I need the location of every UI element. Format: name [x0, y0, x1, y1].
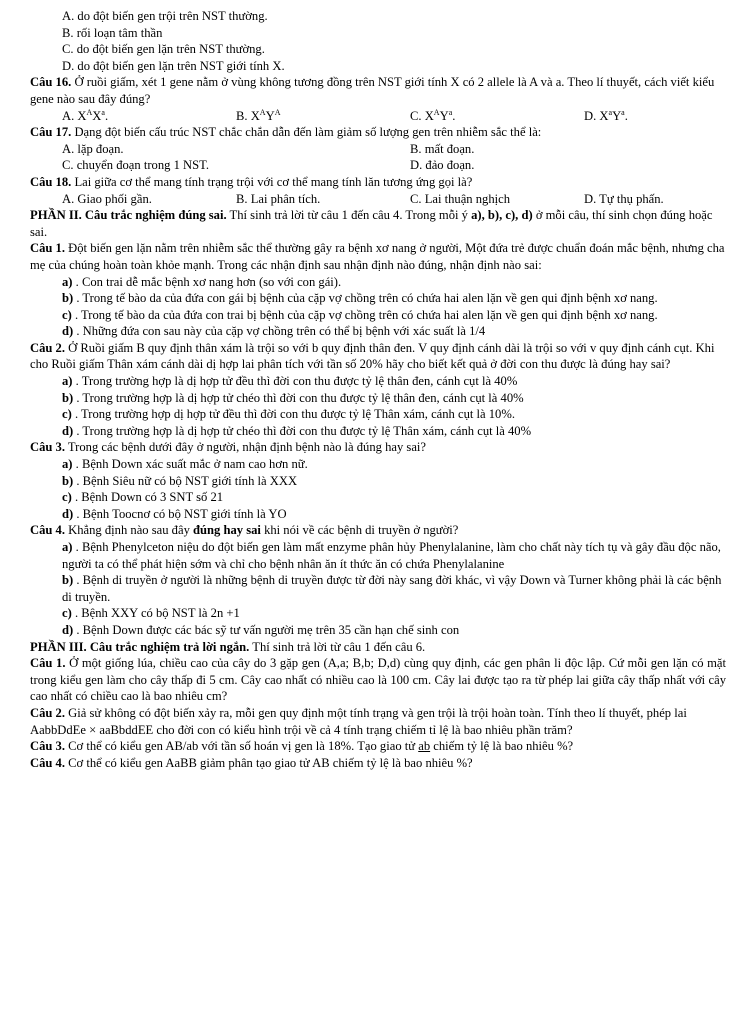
question-16-text: Ở ruồi giấm, xét 1 gene nằm ở vùng không tương đồng trên NST giới tính X có 2 allele là A và a. Theo lí thuyết, cách viết kiểu gene nào sau đây đúng?	[30, 75, 715, 106]
question-17-text: Dạng đột biến cấu trúc NST chắc chắn dẫn đến làm giảm số lượng gen trên nhiễm sắc thể là:	[71, 125, 542, 140]
question-18-label: Câu 18.	[30, 174, 72, 189]
q16-option-d: D. $X^aY^a$.	[584, 107, 628, 123]
p2q1-statement-c: c) . Trong tế bào da của đứa con trai bị bệnh của cặp vợ chồng trên có chứa hai alen lặn về gen qui định bệnh xơ nang.	[62, 307, 658, 322]
part-3-question-2: Câu 2. Giả sử không có đột biến xảy ra, mỗi gen quy định một tính trạng và gen trội là trội hoàn toàn. Tính theo lí thuyết, phép lai AabbDdEe × aaBbddEE cho đời con có kiểu hình trội về cả 4 tính trạng chiếm tỉ lệ là bao nhiêu phần trăm?	[30, 705, 687, 737]
q17-option-d: D. đảo đoạn.	[410, 158, 475, 173]
q18-option-c: C. Lai thuận nghịch	[410, 191, 511, 206]
question-16-label: Câu 16.	[30, 75, 72, 90]
p2q1-statement-a: a) . Con trai dễ mắc bệnh xơ nang hơn (so với con gái).	[62, 274, 342, 289]
option-c: C. do đột biến gen lặn trên NST thường.	[62, 42, 265, 57]
q18-option-d: D. Tự thụ phấn.	[584, 191, 664, 206]
p2q1-statement-b: b) . Trong tế bào da của đứa con gái bị bệnh của cặp vợ chồng trên có chứa hai alen lặn về gen qui định bệnh xơ nang.	[62, 291, 658, 306]
question-16-options	[30, 108, 726, 125]
question-17-options-cd	[30, 157, 726, 174]
q16-option-a: A. $X^AX^a$.	[62, 107, 109, 123]
question-18-options	[30, 191, 726, 208]
p2q1-statement-d: d) . Những đứa con sau này của cặp vợ chồng trên có thể bị bệnh với xác suất là 1/4	[62, 324, 486, 339]
p2q2-statement-c: c) . Trong trường hợp dị hợp tử đều thì đời con thu được tỷ lệ Thân xám, cánh cụt là 10%.	[62, 407, 515, 422]
option-a: A. do đột biến gen trội trên NST thường.	[62, 9, 268, 23]
q16-option-b: B. $X^AY^A$	[236, 107, 281, 123]
p2q3-statement-b: b) . Bệnh Siêu nữ có bộ NST giới tính là XXX	[62, 473, 298, 488]
part-2-question-4: Câu 4. Khẳng định nào sau đây đúng hay sai khi nói về các bệnh di truyền ở người?	[30, 523, 459, 538]
part-3-question-4: Câu 4. Cơ thể có kiểu gen AaBB giảm phân tạo giao tử AB chiếm tỷ lệ là bao nhiêu %?	[30, 755, 473, 770]
part-3-heading: PHẦN III. Câu trắc nghiệm trả lời ngắn. Thí sinh trả lời từ câu 1 đến câu 6.	[30, 639, 426, 654]
q18-option-a: A. Giao phối gần.	[62, 191, 152, 206]
part-2-question-3: Câu 3. Trong các bệnh dưới đây ở người, nhận định bệnh nào là đúng hay sai?	[30, 440, 427, 455]
question-18	[30, 174, 726, 191]
question-16	[30, 74, 726, 107]
part-2-question-2: Câu 2. Ở Ruồi giấm B quy định thân xám là trội so với b quy định thân đen. V quy định cánh dài là trội so với v quy định cánh cụt. Khi cho Ruồi giấm Thân xám cánh dài dị hợp lai phân tích với tần số 20% hãy cho biết kết quả ở đời con thu được là đúng hay sai?	[30, 340, 715, 372]
question-18-text: Lai giữa cơ thể mang tính trạng trội với cơ thể mang tính lăn tương ứng gọi là?	[71, 174, 473, 189]
q17-option-a: A. lặp đoạn.	[62, 141, 124, 156]
p2q3-statement-d: d) . Bệnh Toocnơ có bộ NST giới tính là YO	[62, 506, 287, 521]
p2q4-statement-d: d) . Bệnh Down được các bác sỹ tư vấn người mẹ trên 35 cần hạn chế sinh con	[62, 622, 460, 637]
question-17	[30, 124, 726, 141]
option-d: D. do đột biến gen lặn trên NST giới tính X.	[62, 58, 285, 73]
p2q3-statement-a: a) . Bệnh Down xác suất mắc ở nam cao hơn nữ.	[62, 457, 308, 472]
question-17-options-ab	[30, 141, 726, 158]
p2q4-statement-a: a) . Bệnh Phenylceton niệu do đột biến gen làm mất enzyme phân hủy Phenylalanine, làm cho chất này tích tụ và gây đầu độc não, người ta có thể phát hiện sớm và chỉ cho bệnh nhân ăn ít thức ăn có chứa Phenylalanine	[62, 540, 721, 571]
p2q2-statement-d: d) . Trong trường hợp là dị hợp tử chéo thì đời con thu được tỷ lệ Thân xám, cánh cụt là 40%	[62, 423, 532, 438]
option-b: B. rối loạn tâm thần	[62, 25, 163, 40]
p2q4-statement-c: c) . Bệnh XXY có bộ NST là 2n +1	[62, 606, 240, 621]
p2q2-statement-b: b) . Trong trường hợp là dị hợp tử chéo thì đời con thu được tỷ lệ thân đen, cánh cụt là 40%	[62, 390, 524, 405]
part-2-heading: PHẦN II. Câu trắc nghiệm đúng sai. Thí sinh trả lời từ câu 1 đến câu 4. Trong mỗi ý a), b), c), d) ở mỗi câu, thí sinh chọn đúng hoặc sai.	[30, 208, 713, 239]
part-2-question-1: Câu 1. Đột biến gen lặn nằm trên nhiễm sắc thể thường gây ra bệnh xơ nang ở người, Một đứa trẻ được chuẩn đoán mắc bệnh, nhưng cha mẹ của chúng hoàn toàn khỏe mạnh. Trong các nhận định sau nhận định nào đúng, nhận định nào sai:	[30, 241, 725, 272]
p2q2-statement-a: a) . Trong trường hợp là dị hợp tử đều thì đời con thu được tỷ lệ thân đen, cánh cụt là 40%	[62, 374, 518, 389]
q16-option-c: C. $X^AY^a$.	[410, 107, 456, 123]
part-3-question-1: Câu 1. Ở một giống lúa, chiều cao của cây do 3 gặp gen (A,a; B,b; D,d) cùng quy định, các gen phân li độc lập. Cứ mỗi gen lặn có mặt trong kiểu gen làm cho cây thấp đi 5 cm. Cây cao nhất có nhiều cao là 100 cm. Cây lai được tạo ra từ phép lai giữa cây thấp nhất với cây cao nhất có chiều cao là bao nhiêu cm?	[30, 656, 727, 704]
question-17-label: Câu 17.	[30, 125, 72, 140]
q17-option-c: C. chuyển đoạn trong 1 NST.	[62, 158, 210, 173]
p2q4-statement-b: b) . Bệnh di truyền ở người là những bệnh di truyền được từ đời này sang đời khác, vì vậy Down và Turner không phải là các bệnh di truyền.	[62, 573, 722, 604]
q18-option-b: B. Lai phân tích.	[236, 191, 321, 206]
part-3-question-3: Câu 3. Cơ thể có kiểu gen AB/ab với tần số hoán vị gen là 18%. Tạo giao tử ab chiếm tỷ lệ là bao nhiêu %?	[30, 739, 574, 754]
q17-option-b: B. mất đoạn.	[410, 141, 475, 156]
p2q3-statement-c: c) . Bệnh Down có 3 SNT số 21	[62, 490, 224, 505]
